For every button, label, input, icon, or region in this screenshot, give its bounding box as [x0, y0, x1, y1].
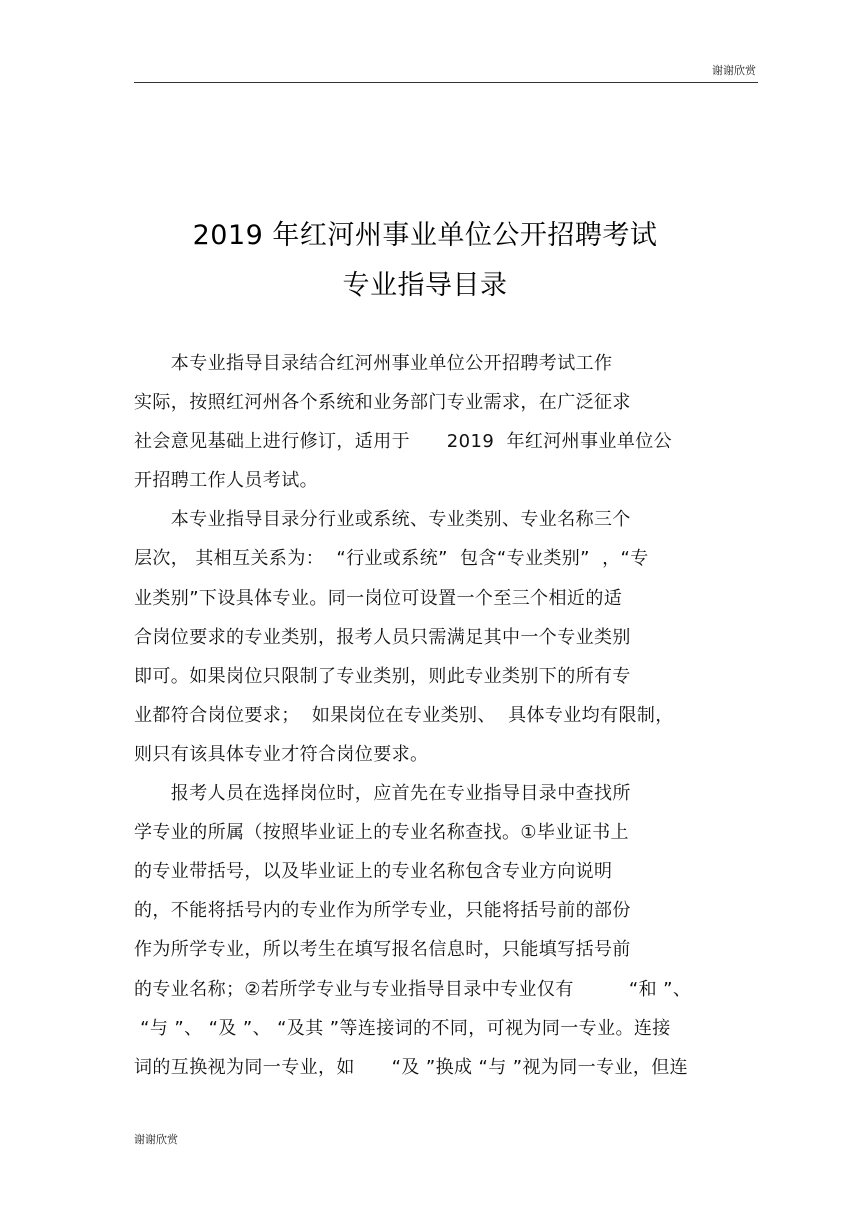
header-divider [134, 82, 758, 83]
body-line: 本专业指导目录结合红河州事业单位公开招聘考试工作 [134, 353, 613, 374]
document-title-line1: 2019 年红河州事业单位公开招聘考试 [192, 220, 658, 251]
body-line: 的，不能将括号内的专业作为所学专业，只能将括号前的部份 [134, 900, 631, 922]
body-line: 社会意见基础上进行修订，适用于 2019 年红河州事业单位公 [134, 431, 673, 453]
page-footer-text: 谢谢欣赏 [134, 1133, 178, 1146]
body-line: 开招聘工作人员考试。 [134, 470, 318, 492]
body-line: 作为所学专业，所以考生在填写报名信息时，只能填写括号前 [134, 939, 631, 961]
body-line: 即可。如果岗位只限制了专业类别，则此专业类别下的所有专 [134, 665, 631, 687]
body-line: 本专业指导目录分行业或系统、专业类别、专业名称三个 [134, 509, 631, 531]
body-line: “与 ”、 “及 ”、 “及其 ”等连接词的不同，可视为同一专业。连接 [134, 1017, 671, 1039]
body-line: 词的互换视为同一专业，如 “及 ”换成 “与 ”视为同一专业，但连 [134, 1056, 689, 1078]
body-line: 报考人员在选择岗位时，应首先在专业指导目录中查找所 [134, 783, 631, 805]
body-line: 的专业名称；②若所学专业与专业指导目录中专业仅有 “和 ”、 [134, 978, 692, 1000]
page-header-text: 谢谢欣赏 [712, 64, 756, 77]
body-line: 层次， 其相互关系为： “行业或系统” 包含“专业类别” ，“专 [134, 548, 649, 570]
body-line: 的专业带括号，以及毕业证上的专业名称包含专业方向说明 [134, 861, 613, 883]
body-line: 业类别”下设具体专业。同一岗位可设置一个至三个相近的适 [134, 587, 623, 609]
body-line: 学专业的所属（按照毕业证上的专业名称查找。①毕业证书上 [134, 822, 629, 844]
document-body [134, 344, 774, 1087]
body-line: 实际，按照红河州各个系统和业务部门专业需求，在广泛征求 [134, 392, 631, 414]
body-line: 合岗位要求的专业类别，报考人员只需满足其中一个专业类别 [134, 626, 631, 648]
document-title-line2: 专业指导目录 [342, 270, 508, 301]
body-line: 则只有该具体专业才符合岗位要求。 [134, 743, 429, 765]
body-line: 业都符合岗位要求； 如果岗位在专业类别、 具体专业均有限制， [134, 704, 674, 726]
